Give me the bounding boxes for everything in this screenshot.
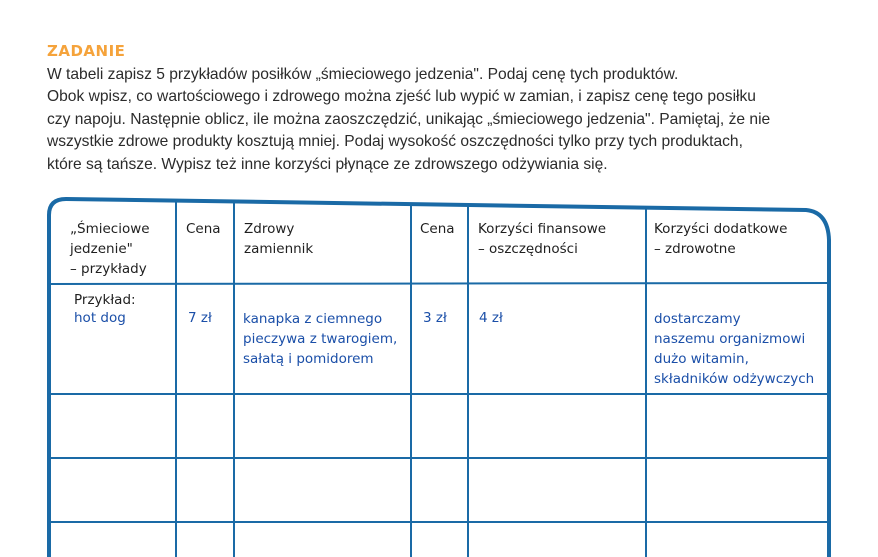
- header-savings: Korzyści finansowe – oszczędności: [478, 221, 607, 257]
- row-divider: [49, 283, 829, 284]
- instruction-line: wszystkie zdrowe produkty kosztują mniej. Podaj wysokość oszczędności tylko przy tych produktach,: [47, 133, 743, 151]
- example-prefix: Przykład:: [74, 292, 136, 308]
- task-heading: ZADANIE: [47, 42, 126, 60]
- instruction-line: czy napoju. Następnie oblicz, ile można zaoszczędzić, unikając „śmieciowego jedzenia". Pamiętaj, że nie: [47, 110, 771, 128]
- example-savings: 4 zł: [479, 310, 503, 326]
- example-price: 7 zł: [188, 310, 212, 326]
- header-price: Cena: [186, 221, 221, 237]
- instruction-line: które są tańsze. Wypisz też inne korzyści płynące ze zdrowszego odżywiania się.: [47, 155, 608, 173]
- header-health-benefits: Korzyści dodatkowe – zdrowotne: [654, 221, 788, 257]
- example-health-benefits: dostarczamy naszemu organizmowi dużo witamin, składników odżywczych: [654, 311, 815, 387]
- example-junk-food: hot dog: [74, 310, 126, 326]
- example-healthy-alternative: kanapka z ciemnego pieczywa z twarogiem, sałatą i pomidorem: [243, 311, 398, 367]
- instruction-line: W tabeli zapisz 5 przykładów posiłków „śmieciowego jedzenia". Podaj cenę tych produktów.: [47, 66, 679, 83]
- instruction-line: Obok wpisz, co wartościowego i zdrowego można zjeść lub wypić w zamian, i zapisz cenę tego posiłku: [47, 88, 756, 106]
- header-alt-price: Cena: [420, 221, 455, 237]
- header-healthy-alternative: Zdrowy zamiennik: [244, 221, 314, 257]
- header-junk-food: „Śmieciowe jedzenie" – przykłady: [70, 221, 150, 277]
- example-alt-price: 3 zł: [423, 310, 447, 326]
